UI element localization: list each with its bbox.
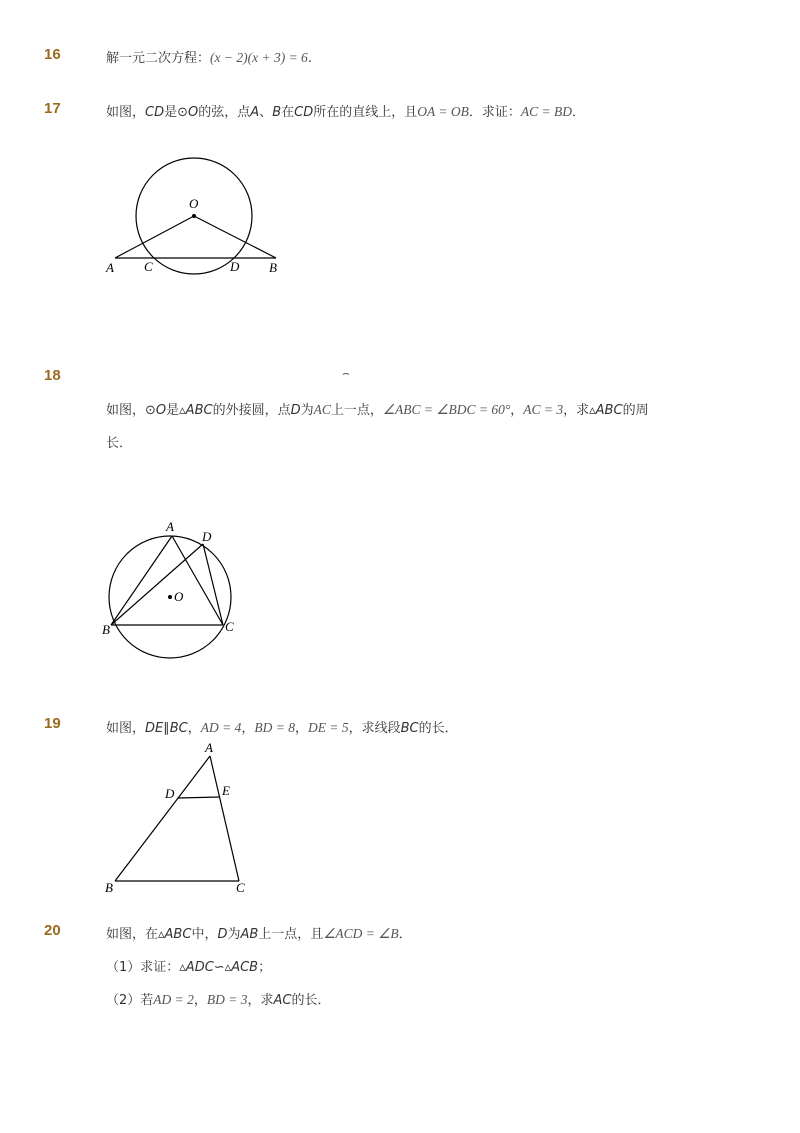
q17-text-11: 所在的直线上，且 bbox=[313, 105, 418, 120]
q20-part2-text-3: AC bbox=[273, 993, 292, 1008]
q19-text-4: ， bbox=[241, 721, 255, 736]
q18-text-8: 上一点， bbox=[330, 403, 383, 418]
q17-label-a: A bbox=[106, 260, 114, 275]
q18-text-6: D bbox=[290, 403, 301, 418]
q16-lead: 解一元二次方程： bbox=[106, 51, 211, 66]
q20-math-1: ∠ACD = ∠B bbox=[323, 926, 399, 941]
q17-math-2: AC = BD bbox=[520, 104, 572, 119]
q20-part2-text-4: 的长． bbox=[291, 993, 331, 1008]
q20-text-3: 中， bbox=[191, 927, 218, 942]
q17-text-7: 、 bbox=[259, 105, 273, 120]
q17-math-1: OA = OB bbox=[417, 104, 469, 119]
q20-part2-math-1: AD = 2 bbox=[153, 992, 194, 1007]
question-19-text bbox=[106, 717, 458, 736]
q19-text-1: 如图， bbox=[106, 721, 146, 736]
q18-text-4: ▵ABC bbox=[179, 403, 213, 418]
q20-part1-lead: （1）求证： bbox=[106, 960, 180, 975]
q19-label-a: A bbox=[205, 740, 213, 755]
q18-label-c: C bbox=[225, 619, 234, 634]
question-number-18: 18 bbox=[44, 367, 61, 384]
q20-part2-text-1: ， bbox=[193, 993, 207, 1008]
q18-text-3: 是 bbox=[166, 403, 180, 418]
q18-segment-dc bbox=[203, 544, 223, 625]
q18-math-2: ∠ABC = ∠BDC = 60° bbox=[382, 402, 511, 417]
question-20-text bbox=[106, 923, 412, 942]
question-number-17: 17 bbox=[44, 100, 61, 117]
q17-label-o: O bbox=[189, 196, 199, 211]
q17-text-13: ． bbox=[571, 105, 585, 120]
q20-part1-similarity: ▵ADC∽▵ACB bbox=[179, 960, 259, 975]
q18-text-12: 的周 bbox=[622, 403, 649, 418]
q16-end: . bbox=[307, 51, 312, 66]
q17-text-1: 如图， bbox=[106, 105, 146, 120]
q17-text-2: CD bbox=[145, 105, 165, 120]
q17-label-d: D bbox=[230, 259, 240, 274]
q18-label-b: B bbox=[102, 622, 110, 637]
q17-segment-ob bbox=[194, 216, 276, 258]
question-16-text bbox=[106, 47, 312, 66]
q20-text-8: ． bbox=[398, 927, 412, 942]
q18-text-11: ▵ABC bbox=[589, 403, 623, 418]
q19-text-7: BC bbox=[400, 721, 419, 736]
q20-text-7: 上一点，且 bbox=[258, 927, 324, 942]
q20-part1-end: ； bbox=[258, 960, 272, 975]
q18-text-1: 如图，⊙ bbox=[106, 403, 156, 418]
q17-text-9: 在 bbox=[281, 105, 295, 120]
q17-text-5: 的弦，点 bbox=[198, 105, 251, 120]
q20-text-5: 为 bbox=[227, 927, 241, 942]
q17-text-6: A bbox=[250, 105, 260, 120]
q17-text-4: O bbox=[188, 105, 199, 120]
q18-text-5: 的外接圆，点 bbox=[212, 403, 291, 418]
q17-label-b: B bbox=[269, 260, 277, 275]
question-17-text bbox=[106, 101, 585, 120]
question-20-part-1 bbox=[106, 956, 271, 975]
q20-text-6: AB bbox=[240, 927, 259, 942]
question-number-20: 20 bbox=[44, 922, 61, 939]
q18-math-3: AC = 3 bbox=[523, 402, 564, 417]
q18-text-13: 长． bbox=[106, 436, 133, 451]
q19-math-3: DE = 5 bbox=[308, 720, 349, 735]
q20-part2-lead: （2）若 bbox=[106, 993, 154, 1008]
q17-label-c: C bbox=[144, 259, 153, 274]
q19-label-e: E bbox=[222, 783, 230, 798]
q18-label-a: A bbox=[166, 519, 174, 534]
q19-text-2: DE∥BC bbox=[145, 721, 188, 736]
q19-segment-ab bbox=[115, 756, 210, 881]
question-20-part-2 bbox=[106, 989, 331, 1008]
q19-figure bbox=[100, 738, 260, 898]
q20-part2-text-2: ，求 bbox=[247, 993, 274, 1008]
q20-part2-math-2: BD = 3 bbox=[206, 992, 248, 1007]
q20-text-4: D bbox=[217, 927, 228, 942]
q18-text-2: O bbox=[155, 403, 167, 418]
q18-center-dot bbox=[168, 595, 172, 599]
q18-segment-ab bbox=[111, 536, 172, 625]
q17-center-dot bbox=[192, 214, 196, 218]
question-18-text bbox=[106, 399, 649, 418]
q17-segment-oa bbox=[115, 216, 194, 258]
q16-equation: (x − 2)(x + 3) = 6 bbox=[210, 50, 308, 65]
q18-figure bbox=[100, 515, 250, 665]
q19-segment-ac bbox=[210, 756, 239, 881]
q17-text-12: ．求证： bbox=[468, 105, 521, 120]
q18-arc-mark: ⌢ bbox=[342, 366, 350, 380]
q19-label-c: C bbox=[236, 880, 245, 895]
q19-segment-de bbox=[178, 797, 220, 798]
q18-label-d: D bbox=[202, 529, 212, 544]
question-number-19: 19 bbox=[44, 715, 61, 732]
q17-figure bbox=[100, 150, 300, 280]
q17-text-3: 是⊙ bbox=[164, 105, 189, 120]
question-18-text-line2 bbox=[106, 432, 132, 451]
q19-label-b: B bbox=[105, 880, 113, 895]
q17-text-8: B bbox=[272, 105, 282, 120]
q18-text-10: ，求 bbox=[563, 403, 590, 418]
q18-math-1: AC bbox=[313, 402, 331, 417]
q19-label-d: D bbox=[165, 786, 175, 801]
question-number-16: 16 bbox=[44, 46, 61, 63]
q18-text-7: 为 bbox=[300, 403, 314, 418]
q18-label-o: O bbox=[174, 589, 184, 604]
q19-text-6: ，求线段 bbox=[348, 721, 401, 736]
q19-text-3: ， bbox=[187, 721, 201, 736]
q20-text-2: ▵ABC bbox=[158, 927, 192, 942]
q19-math-2: BD = 8 bbox=[254, 720, 295, 735]
q20-text-1: 如图，在 bbox=[106, 927, 159, 942]
q19-text-5: ， bbox=[295, 721, 309, 736]
q19-text-8: 的长． bbox=[418, 721, 458, 736]
q18-text-9: ， bbox=[510, 403, 524, 418]
q17-text-10: CD bbox=[294, 105, 314, 120]
q19-math-1: AD = 4 bbox=[200, 720, 242, 735]
